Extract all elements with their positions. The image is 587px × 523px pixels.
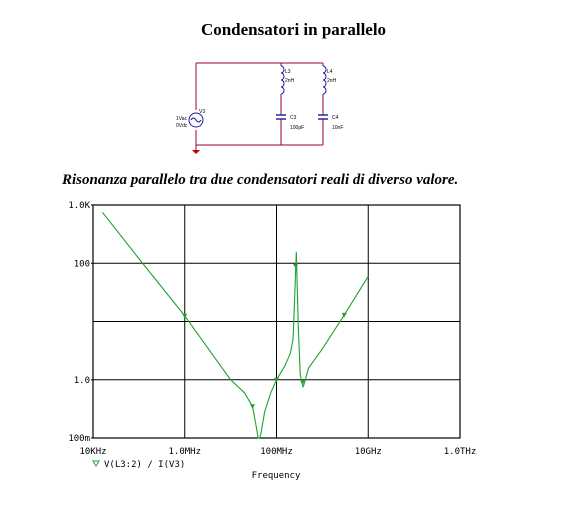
c4-name-label: C4 — [332, 115, 339, 121]
x-tick-labels — [79, 447, 476, 457]
y-tick-label: 100m — [68, 434, 90, 444]
series-marker — [250, 404, 255, 409]
x-tick-label: 10GHz — [354, 447, 382, 457]
y-tick-label: 1.0 — [73, 375, 90, 386]
l4-value-label: 2nH — [327, 78, 337, 84]
series-group — [102, 212, 368, 438]
y-tick-label: 1.0K — [68, 201, 90, 211]
series-line — [102, 212, 368, 438]
c3-name-label: C3 — [290, 115, 297, 121]
l3-name-label: L3 — [285, 69, 291, 75]
x-axis-label: Frequency — [251, 471, 301, 481]
x-tick-label: 10KHz — [79, 447, 107, 457]
legend-series-label: V(L3:2) / I(V3) — [104, 460, 186, 470]
l3-value-label: 2nH — [285, 78, 295, 84]
l4-name-label: L4 — [327, 69, 333, 75]
y-tick-label: 100 — [73, 259, 90, 270]
page-title: Condensatori in parallelo — [200, 20, 387, 39]
source-name-label: V3 — [199, 109, 206, 115]
c3-value-label: 100pF — [290, 125, 305, 131]
y-tick-labels — [68, 201, 93, 444]
chart-grid — [93, 205, 460, 438]
chart-legend — [93, 460, 185, 470]
legend-marker — [93, 461, 99, 466]
x-tick-label: 1.0MHz — [168, 447, 202, 457]
chart-subtitle: Risonanza parallelo tra due condensatori reali di diverso valore. — [62, 172, 459, 188]
c4-value-label: 10nF — [332, 125, 344, 131]
x-tick-label: 100MHz — [260, 447, 293, 457]
source-ac-label: 1Vac — [176, 116, 188, 122]
source-dc-label: 0Vdc — [176, 123, 188, 129]
series-marker — [293, 264, 298, 269]
x-tick-label: 1.0THz — [443, 447, 477, 457]
